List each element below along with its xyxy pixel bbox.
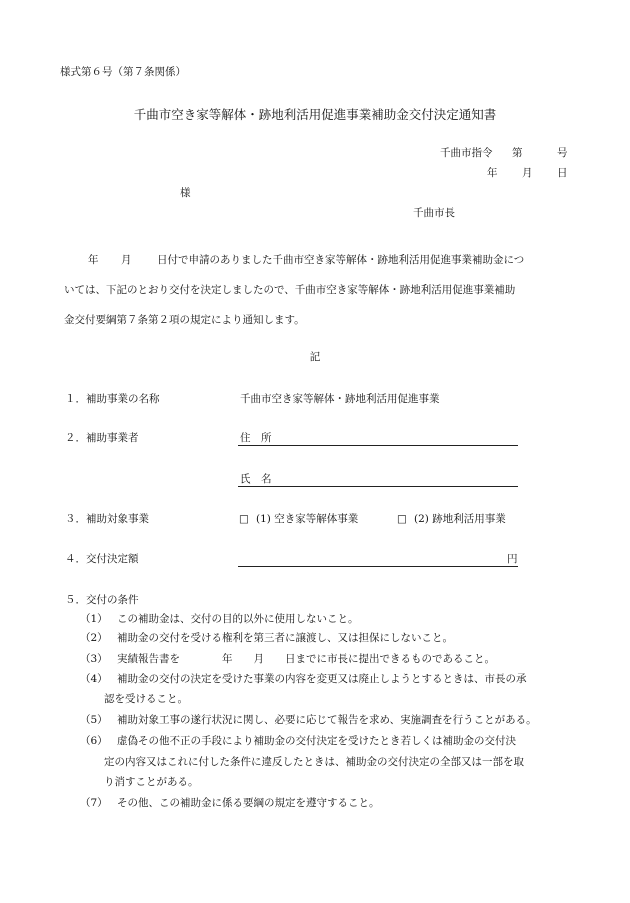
item3-label: ３．補助対象事業 bbox=[65, 513, 149, 525]
item4-label: ４．交付決定額 bbox=[65, 553, 139, 565]
condition-5-text: 補助対象工事の遂行状況に関し、必要に応じて報告を求め、実施調査を行うことがある。 bbox=[117, 714, 537, 726]
form-number: 様式第６号（第７条関係） bbox=[60, 66, 186, 78]
date-month: 月 bbox=[522, 167, 533, 179]
address-underline bbox=[238, 445, 518, 446]
condition-6-number: （6） bbox=[80, 735, 108, 747]
body-line3: 金交付要綱第７条第２項の規定により通知します。 bbox=[64, 314, 305, 326]
address-label: 住 所 bbox=[240, 432, 272, 444]
checkbox-option2[interactable]: □ bbox=[397, 513, 407, 525]
condition-3-text: 実績報告書を 年 月 日までに市長に提出できるものであること。 bbox=[117, 653, 495, 665]
ki-heading: 記 bbox=[309, 351, 321, 363]
directive-prefix: 千曲市指令 bbox=[440, 147, 493, 159]
directive-go: 号 bbox=[557, 147, 568, 159]
directive-dai: 第 bbox=[512, 147, 523, 159]
option2-label: (2) 跡地利活用事業 bbox=[414, 513, 506, 525]
body-line1-year: 年 bbox=[88, 254, 99, 266]
item5-label: ５．交付の条件 bbox=[65, 594, 139, 606]
condition-6-text-line2: 定の内容又はこれに付した条件に違反したときは、補助金の交付決定の全部又は一部を取 bbox=[104, 756, 524, 768]
document-title: 千曲市空き家等解体・跡地利活用促進事業補助金交付決定通知書 bbox=[133, 107, 497, 122]
option1-label: (1) 空き家等解体事業 bbox=[256, 513, 359, 525]
condition-1-text: この補助金は、交付の目的以外に使用しないこと。 bbox=[117, 613, 359, 625]
body-line1-rest: 日付で申請のありました千曲市空き家等解体・跡地利活用促進事業補助金につ bbox=[157, 254, 525, 266]
condition-6-text-line1: 虚偽その他不正の手段により補助金の交付決定を受けたとき若しくは補助金の交付決 bbox=[117, 735, 516, 747]
name-label: 氏 名 bbox=[240, 473, 272, 485]
checkbox-option1[interactable]: □ bbox=[239, 513, 249, 525]
date-year: 年 bbox=[487, 167, 498, 179]
addressee-sama: 様 bbox=[180, 187, 191, 199]
condition-4-number: （4） bbox=[80, 673, 108, 685]
condition-2-text: 補助金の交付を受ける権利を第三者に譲渡し、又は担保にしないこと。 bbox=[117, 632, 453, 644]
condition-1-number: （1） bbox=[80, 613, 108, 625]
condition-2-number: （2） bbox=[80, 632, 108, 644]
name-underline bbox=[238, 486, 518, 487]
condition-7-number: （7） bbox=[80, 797, 108, 809]
amount-underline bbox=[238, 566, 518, 567]
item1-label: １．補助事業の名称 bbox=[65, 393, 160, 405]
yen-label: 円 bbox=[507, 553, 518, 565]
condition-4-text-line2: 認を受けること。 bbox=[104, 693, 188, 705]
condition-3-number: （3） bbox=[80, 653, 108, 665]
condition-4-text-line1: 補助金の交付の決定を受けた事業の内容を変更又は廃止しようとするときは、市長の承 bbox=[117, 673, 527, 685]
condition-5-number: （5） bbox=[80, 714, 108, 726]
item2-label: ２．補助事業者 bbox=[65, 432, 139, 444]
mayor-title: 千曲市長 bbox=[413, 207, 455, 219]
condition-6-text-line3: り消すことがある。 bbox=[104, 776, 199, 788]
body-line1-month: 月 bbox=[121, 254, 132, 266]
body-line2: いては、下記のとおり交付を決定しましたので、千曲市空き家等解体・跡地利活用促進事業補助 bbox=[64, 284, 516, 296]
date-day: 日 bbox=[557, 167, 568, 179]
condition-7-text: その他、この補助金に係る要綱の規定を遵守すること。 bbox=[117, 797, 380, 809]
item1-value: 千曲市空き家等解体・跡地利活用促進事業 bbox=[240, 393, 440, 405]
